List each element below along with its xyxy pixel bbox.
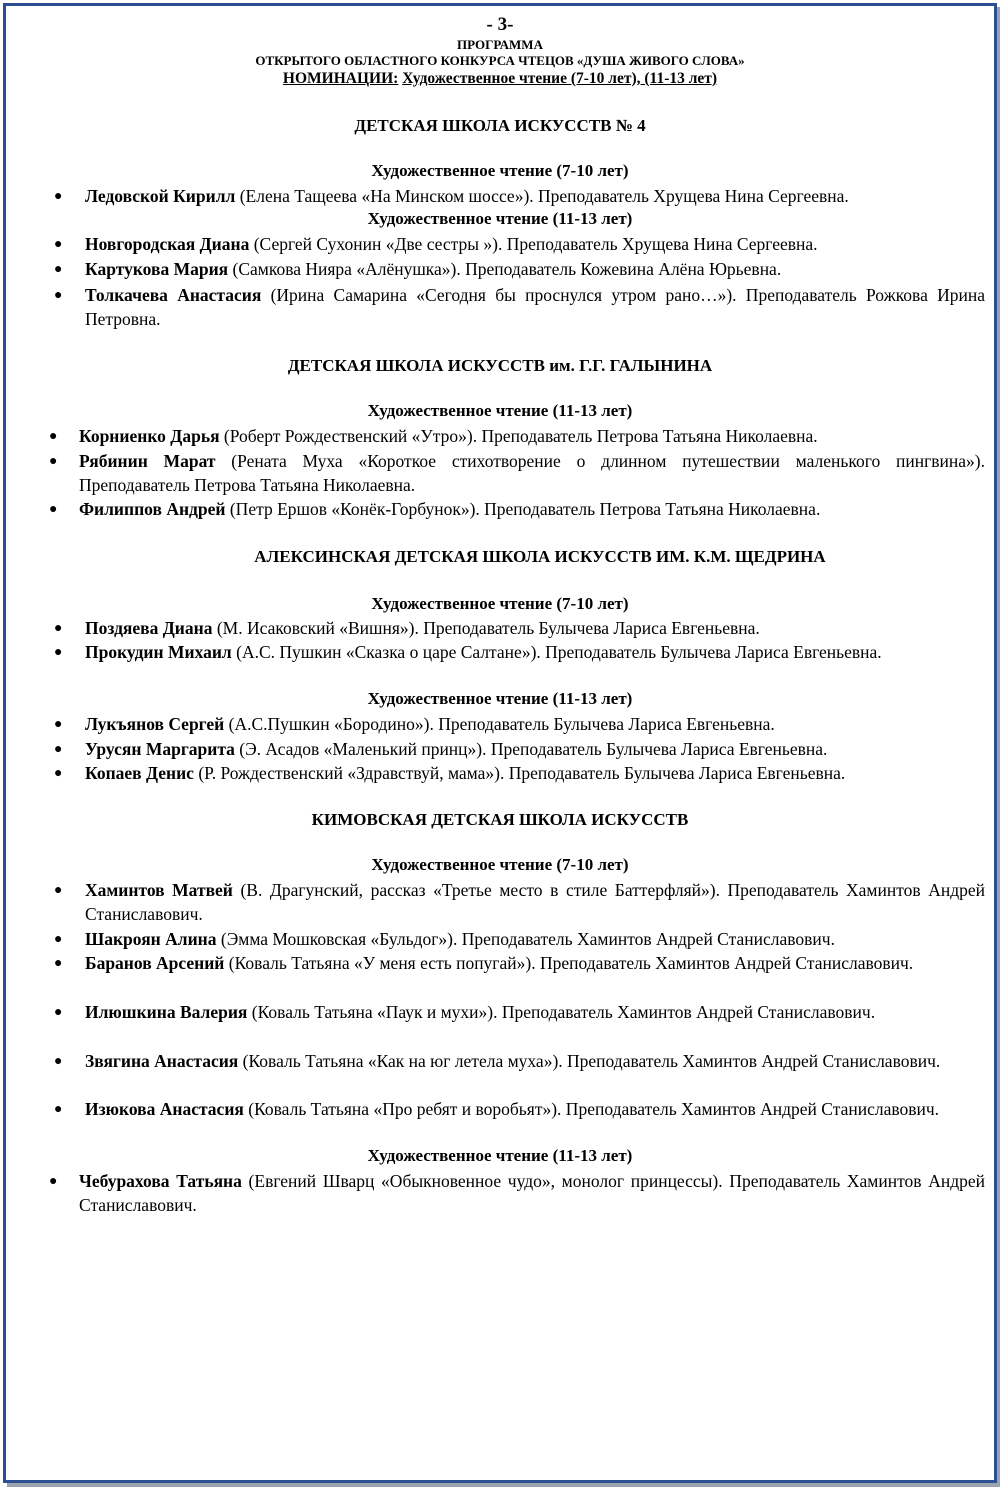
participant-item: Изюкова Анастасия (Коваль Татьяна «Про ребят и воробьят»). Преподаватель Хаминтов Андрей Станиславович. xyxy=(85,1099,940,1119)
bullet-icon: ● xyxy=(54,717,63,732)
participant-item: Прокудин Михаил (А.С. Пушкин «Сказка о царе Салтане»). Преподаватель Булычева Лариса Евгеньевна. xyxy=(85,642,882,662)
page-number: - 3- xyxy=(486,14,514,35)
participant-item: Новгородская Диана (Сергей Сухонин «Две сестры »). Преподаватель Хрущева Нина Сергеевна. xyxy=(85,234,818,254)
participant-item: Филиппов Андрей (Петр Ершов «Конёк-Горбунок»). Преподаватель Петрова Татьяна Николаевна. xyxy=(79,499,821,519)
participant-item: Корниенко Дарья (Роберт Рождественский «Утро»). Преподаватель Петрова Татьяна Николаевна. xyxy=(79,426,818,446)
participant-item: Илюшкина Валерия (Коваль Татьяна «Паук и мухи»). Преподаватель Хаминтов Андрей Станиславович. xyxy=(85,1002,876,1022)
bullet-icon: ● xyxy=(54,645,63,660)
participant-item: Чебурахова Татьяна (Евгений Шварц «Обыкновенное чудо», монолог принцессы). Преподаватель Хаминтов Андрей Станиславович. xyxy=(79,1171,985,1215)
bullet-icon: ● xyxy=(54,766,63,781)
participant-item: Баранов Арсений (Коваль Татьяна «У меня есть попугай»). Преподаватель Хаминтов Андрей Станиславович. xyxy=(85,953,914,973)
bullet-icon: ● xyxy=(49,502,58,517)
school-title: АЛЕКСИНСКАЯ ДЕТСКАЯ ШКОЛА ИСКУССТВ ИМ. К.М. ЩЕДРИНА xyxy=(254,547,826,566)
category-heading: Художественное чтение (7-10 лет) xyxy=(371,855,629,874)
school-title: КИМОВСКАЯ ДЕТСКАЯ ШКОЛА ИСКУССТВ xyxy=(311,810,689,829)
bullet-icon: ● xyxy=(54,1102,63,1117)
category-heading: Художественное чтение (11-13 лет) xyxy=(367,689,633,708)
bullet-icon: ● xyxy=(54,742,63,757)
category-heading: Художественное чтение (7-10 лет) xyxy=(371,161,629,180)
nominations-label: НОМИНАЦИИ: xyxy=(282,70,399,87)
bullet-icon: ● xyxy=(49,454,58,469)
bullet-icon: ● xyxy=(54,237,63,252)
bullet-icon: ● xyxy=(54,932,63,947)
bullet-icon: ● xyxy=(54,288,63,303)
bullet-icon: ● xyxy=(54,262,63,277)
category-heading: Художественное чтение (11-13 лет) xyxy=(367,209,633,228)
bullet-icon: ● xyxy=(54,1005,63,1020)
participant-item: Шакроян Алина (Эмма Мошковская «Бульдог»). Преподаватель Хаминтов Андрей Станиславович. xyxy=(85,929,835,949)
participant-item: Копаев Денис (Р. Рождественский «Здравствуй, мама»). Преподаватель Булычева Лариса Евгеньевна. xyxy=(85,763,846,783)
participant-item: Хаминтов Матвей (В. Драгунский, рассказ «Третье место в стиле Баттерфляй»). Преподаватель Хаминтов Андрей Станиславович. xyxy=(85,880,985,924)
program-heading: ПРОГРАММА xyxy=(457,37,543,52)
participant-item: Толкачева Анастасия (Ирина Самарина «Сегодня бы проснулся утром рано…»). Преподаватель Рожкова Ирина Петровна. xyxy=(85,285,985,329)
participant-item: Звягина Анастасия (Коваль Татьяна «Как на юг летела муха»). Преподаватель Хаминтов Андрей Станиславович. xyxy=(85,1051,941,1071)
bullet-icon: ● xyxy=(54,1054,63,1069)
nominations-text: Художественное чтение (7-10 лет), (11-13 лет) xyxy=(402,70,718,87)
participant-item: Урусян Маргарита (Э. Асадов «Маленький принц»). Преподаватель Булычева Лариса Евгеньевна. xyxy=(85,739,828,759)
participant-item: Картукова Мария (Самкова Нияра «Алёнушка»). Преподаватель Кожевина Алёна Юрьевна. xyxy=(85,259,782,279)
bullet-icon: ● xyxy=(49,429,58,444)
bullet-icon: ● xyxy=(54,189,63,204)
category-heading: Художественное чтение (11-13 лет) xyxy=(367,401,633,420)
nominations-line xyxy=(0,70,1000,88)
participant-item: Рябинин Марат (Рената Муха «Короткое стихотворение о длинном путешествии маленького пингвина»). Преподаватель Петрова Татьяна Николаевна. xyxy=(79,451,985,495)
participant-item: Поздяева Диана (М. Исаковский «Вишня»). Преподаватель Булычева Лариса Евгеньевна. xyxy=(85,618,760,638)
contest-title: ОТКРЫТОГО ОБЛАСТНОГО КОНКУРСА ЧТЕЦОВ «ДУША ЖИВОГО СЛОВА» xyxy=(255,53,745,68)
participant-item: Лукъянов Сергей (А.С.Пушкин «Бородино»). Преподаватель Булычева Лариса Евгеньевна. xyxy=(85,714,775,734)
school-title: ДЕТСКАЯ ШКОЛА ИСКУССТВ им. Г.Г. ГАЛЫНИНА xyxy=(287,356,713,375)
bullet-icon: ● xyxy=(54,883,63,898)
category-heading: Художественное чтение (11-13 лет) xyxy=(367,1146,633,1165)
bullet-icon: ● xyxy=(54,956,63,971)
bullet-icon: ● xyxy=(54,621,63,636)
bullet-icon: ● xyxy=(49,1174,58,1189)
participant-item: Ледовской Кирилл (Елена Тащеева «На Минском шоссе»). Преподаватель Хрущева Нина Сергеевна. xyxy=(85,186,849,206)
school-title: ДЕТСКАЯ ШКОЛА ИСКУССТВ № 4 xyxy=(354,116,646,135)
category-heading: Художественное чтение (7-10 лет) xyxy=(371,594,629,613)
